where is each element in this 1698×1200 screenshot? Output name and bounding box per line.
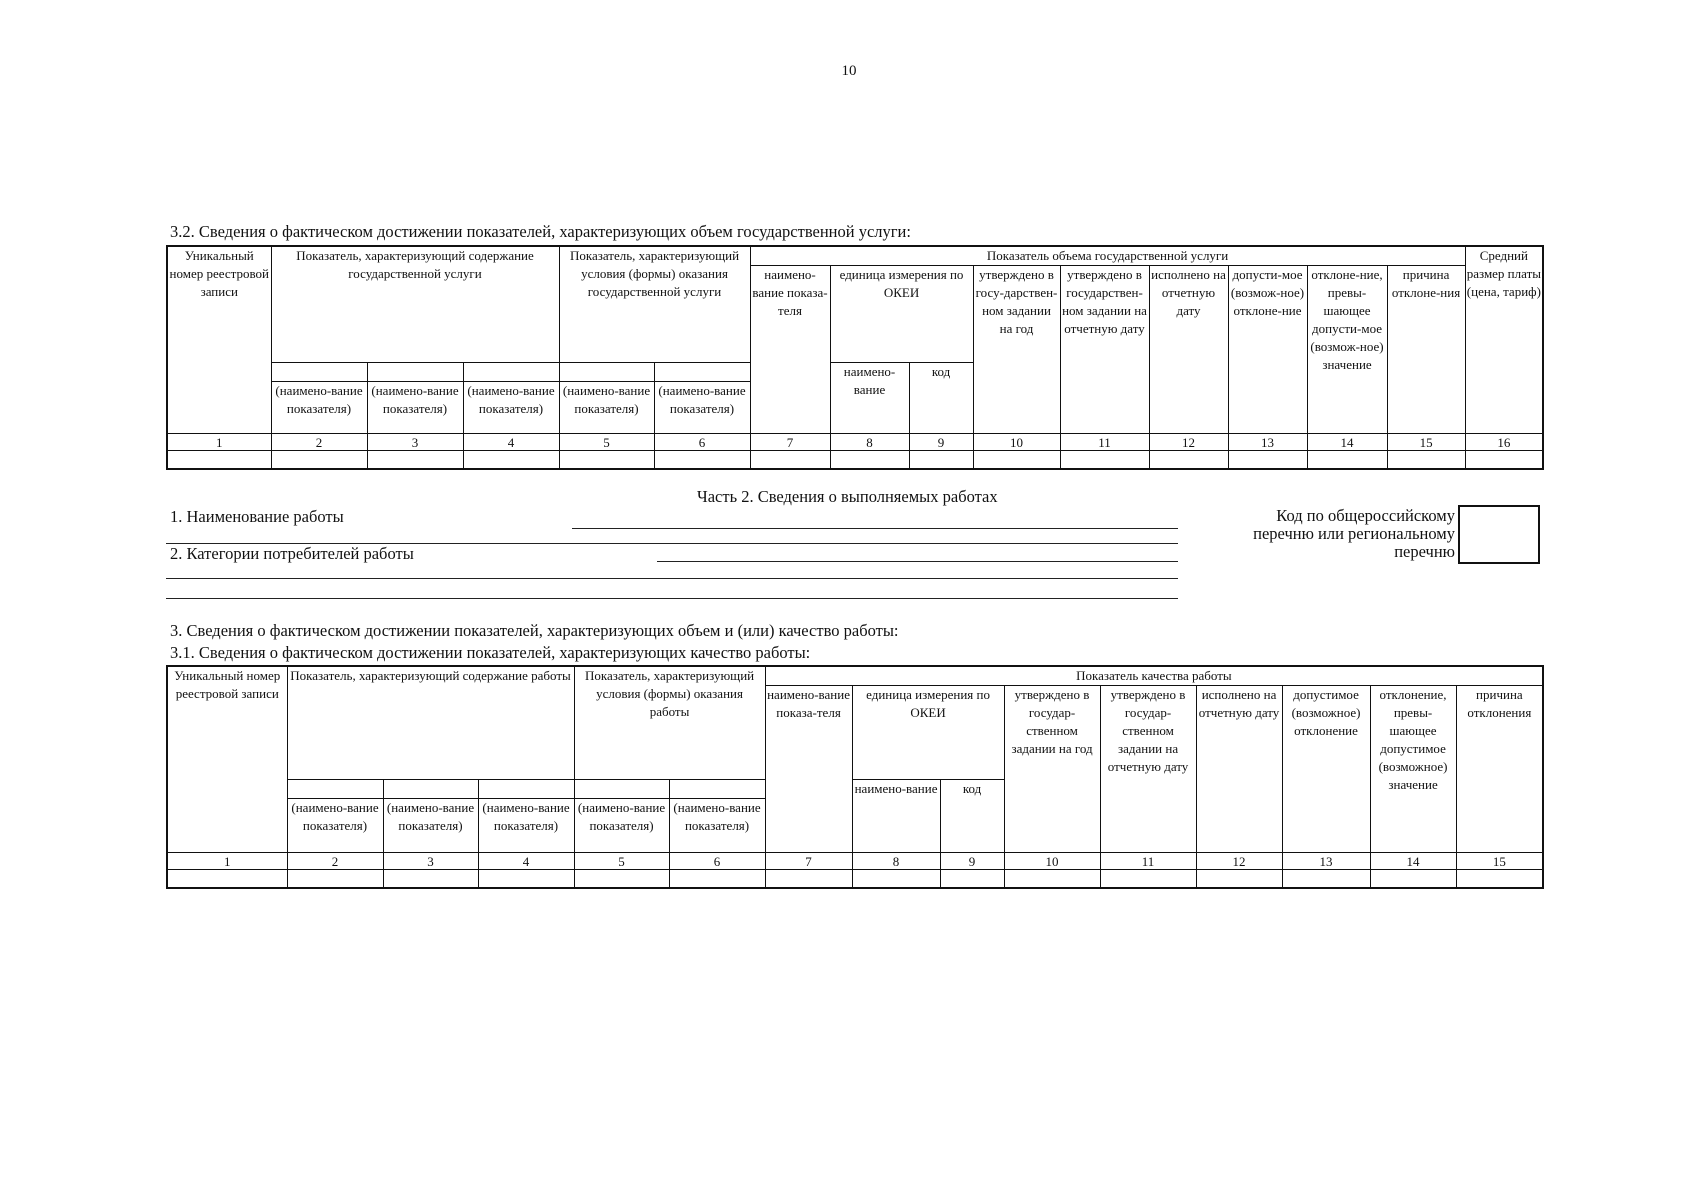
header-unique-number: Уникальный номер реестровой записи	[167, 246, 271, 434]
data-cell[interactable]	[1387, 451, 1465, 470]
subheader-indicator-name-text: (наимено-вание показателя)	[673, 800, 761, 833]
data-cell[interactable]	[287, 870, 383, 889]
header-approved-date: утверждено в государствен-ном задании на отчетную дату	[1060, 266, 1149, 434]
subheader-indicator-name-text: (наимено-вание показателя)	[291, 800, 379, 833]
data-cell[interactable]	[909, 451, 973, 470]
quality-indicators-table	[166, 665, 1544, 889]
subheader-unit-code: код	[909, 363, 973, 434]
subheader-unit-code: код	[940, 780, 1004, 853]
subheader-indicator-name-text: (наимено-вание показателя)	[577, 800, 666, 833]
classifier-code-box[interactable]	[1458, 505, 1540, 564]
column-number: 11	[1100, 853, 1196, 870]
subheader-indicator-name	[559, 363, 654, 434]
column-number: 3	[367, 434, 463, 451]
header-deviation-reason: причина отклоне-ния	[1387, 266, 1465, 434]
data-cell[interactable]	[830, 451, 909, 470]
header-executed: исполнено на отчетную дату	[1196, 686, 1282, 853]
consumers-field[interactable]	[657, 561, 1178, 562]
volume-indicators-table	[166, 245, 1544, 470]
column-number: 11	[1060, 434, 1149, 451]
column-number: 6	[654, 434, 750, 451]
column-number: 14	[1370, 853, 1456, 870]
header-executed: исполнено на отчетную дату	[1149, 266, 1228, 434]
subheader-indicator-name	[367, 363, 463, 434]
subheader-unit-name: наимено-вание	[852, 780, 940, 853]
part-2-title: Часть 2. Сведения о выполняемых работах	[697, 487, 998, 506]
data-cell[interactable]	[765, 870, 852, 889]
column-number: 5	[559, 434, 654, 451]
subheader-indicator-name-text: (наимено-вание показателя)	[275, 383, 363, 416]
column-number: 14	[1307, 434, 1387, 451]
column-number: 2	[287, 853, 383, 870]
subheader-indicator-name-text: (наимено-вание показателя)	[482, 800, 570, 833]
column-number: 2	[271, 434, 367, 451]
header-volume-indicator: Показатель объема государственной услуги	[750, 246, 1465, 266]
consumers-field-line-3[interactable]	[166, 598, 1178, 599]
header-exceeding-deviation: отклоне-ние, превы-шающее допусти-мое (возмож-ное) значение	[1307, 266, 1387, 434]
column-number: 12	[1149, 434, 1228, 451]
column-number: 8	[830, 434, 909, 451]
subheader-indicator-name	[383, 780, 478, 853]
data-cell[interactable]	[271, 451, 367, 470]
data-cell[interactable]	[654, 451, 750, 470]
data-cell[interactable]	[167, 451, 271, 470]
column-number: 16	[1465, 434, 1543, 451]
data-cell[interactable]	[367, 451, 463, 470]
data-cell[interactable]	[750, 451, 830, 470]
header-quality-indicator: Показатель качества работы	[765, 666, 1543, 686]
data-cell[interactable]	[1196, 870, 1282, 889]
column-number: 8	[852, 853, 940, 870]
column-number: 5	[574, 853, 669, 870]
header-allowed-deviation: допусти-мое (возмож-ное) отклоне-ние	[1228, 266, 1307, 434]
section-3-2-title: 3.2. Сведения о фактическом достижении показателей, характеризующих объем государственной услуги:	[170, 222, 911, 241]
header-average-fee: Средний размер платы (цена, тариф)	[1465, 246, 1543, 434]
data-cell[interactable]	[852, 870, 940, 889]
data-cell[interactable]	[669, 870, 765, 889]
column-number: 4	[478, 853, 574, 870]
data-cell[interactable]	[1282, 870, 1370, 889]
header-deviation-reason: причина отклонения	[1456, 686, 1543, 853]
header-conditions-indicator: Показатель, характеризующий условия (формы) оказания работы	[574, 666, 765, 780]
column-number: 7	[750, 434, 830, 451]
subheader-indicator-name-text: (наимено-вание показателя)	[467, 383, 555, 416]
subheader-indicator-name	[669, 780, 765, 853]
classifier-code-label: Код по общероссийскому перечню или региональному перечню	[1253, 506, 1455, 561]
header-unique-number: Уникальный номер реестровой записи	[167, 666, 287, 853]
data-cell[interactable]	[1307, 451, 1387, 470]
subheader-indicator-name	[478, 780, 574, 853]
column-number: 1	[167, 434, 271, 451]
data-cell[interactable]	[1004, 870, 1100, 889]
subheader-indicator-name	[654, 363, 750, 434]
column-number: 13	[1228, 434, 1307, 451]
header-allowed-deviation: допустимое (возможное) отклонение	[1282, 686, 1370, 853]
header-approved-date: утверждено в государ-ственном задании на отчетную дату	[1100, 686, 1196, 853]
data-cell[interactable]	[1060, 451, 1149, 470]
header-content-indicator: Показатель, характеризующий содержание государственной услуги	[271, 246, 559, 363]
header-unit-okei: единица измерения по ОКЕИ	[830, 266, 973, 363]
column-number: 15	[1387, 434, 1465, 451]
column-number: 9	[940, 853, 1004, 870]
data-cell[interactable]	[463, 451, 559, 470]
column-number: 6	[669, 853, 765, 870]
data-cell[interactable]	[559, 451, 654, 470]
data-cell[interactable]	[940, 870, 1004, 889]
work-name-field-line-2[interactable]	[166, 543, 1178, 544]
data-cell[interactable]	[574, 870, 669, 889]
column-number: 10	[973, 434, 1060, 451]
data-cell[interactable]	[167, 870, 287, 889]
column-number: 10	[1004, 853, 1100, 870]
column-number: 9	[909, 434, 973, 451]
column-number: 12	[1196, 853, 1282, 870]
header-indicator-name: наимено-вание показа-теля	[750, 266, 830, 434]
header-conditions-indicator: Показатель, характеризующий условия (формы) оказания государственной услуги	[559, 246, 750, 363]
data-cell[interactable]	[973, 451, 1060, 470]
section-3-title: 3. Сведения о фактическом достижении показателей, характеризующих объем и (или) качество работы:	[170, 621, 899, 640]
subheader-indicator-name	[574, 780, 669, 853]
data-cell[interactable]	[1100, 870, 1196, 889]
data-cell[interactable]	[1370, 870, 1456, 889]
subheader-indicator-name	[463, 363, 559, 434]
subheader-indicator-name-text: (наимено-вание показателя)	[386, 800, 475, 833]
column-number: 3	[383, 853, 478, 870]
column-number: 4	[463, 434, 559, 451]
data-cell[interactable]	[1228, 451, 1307, 470]
column-number: 13	[1282, 853, 1370, 870]
work-name-field[interactable]	[572, 528, 1178, 529]
data-cell[interactable]	[1456, 870, 1543, 889]
subheader-indicator-name	[271, 363, 367, 434]
header-unit-okei: единица измерения по ОКЕИ	[852, 686, 1004, 780]
subheader-indicator-name-text: (наимено-вание показателя)	[371, 383, 459, 416]
work-name-label: 1. Наименование работы	[170, 507, 344, 526]
header-approved-year: утверждено в государ-ственном задании на год	[1004, 686, 1100, 853]
header-content-indicator: Показатель, характеризующий содержание работы	[287, 666, 574, 780]
subheader-indicator-name-text: (наимено-вание показателя)	[658, 383, 746, 416]
subheader-unit-name: наимено-вание	[830, 363, 909, 434]
subheader-indicator-name	[287, 780, 383, 853]
consumers-label: 2. Категории потребителей работы	[170, 544, 414, 563]
consumers-field-line-2[interactable]	[166, 578, 1178, 579]
column-number: 15	[1456, 853, 1543, 870]
header-approved-year: утверждено в госу-дарствен-ном задании на год	[973, 266, 1060, 434]
data-cell[interactable]	[383, 870, 478, 889]
header-indicator-name: наимено-вание показа-теля	[765, 686, 852, 853]
section-3-1-title: 3.1. Сведения о фактическом достижении показателей, характеризующих качество работы:	[170, 643, 811, 662]
subheader-indicator-name-text: (наимено-вание показателя)	[562, 383, 651, 416]
column-number: 7	[765, 853, 852, 870]
header-exceeding-deviation: отклонение, превы-шающее допустимое (возможное) значение	[1370, 686, 1456, 853]
data-cell[interactable]	[1465, 451, 1543, 470]
data-cell[interactable]	[1149, 451, 1228, 470]
page-number: 10	[841, 63, 857, 79]
column-number: 1	[167, 853, 287, 870]
data-cell[interactable]	[478, 870, 574, 889]
